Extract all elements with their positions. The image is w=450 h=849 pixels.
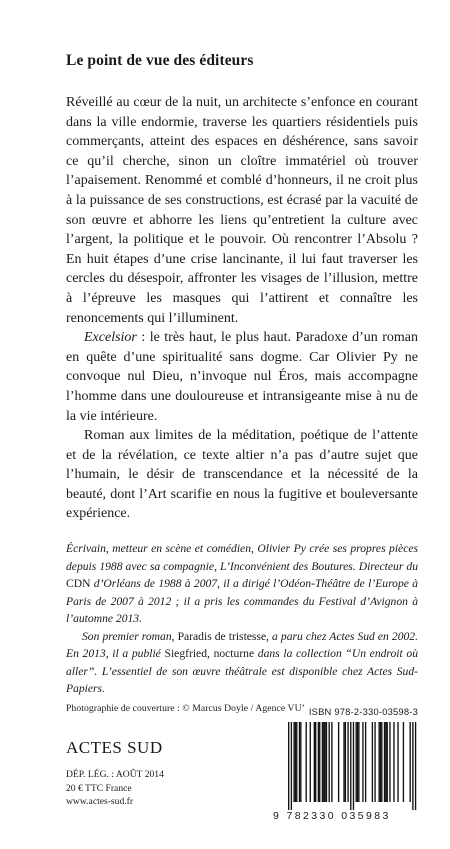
bio-cdn: CDN: [66, 577, 91, 590]
bio-text: Écrivain, metteur en scène et comédien, Olivier Py crée ses propres pièces depuis 1988 avec sa compagnie, L’Inconvénient des Boutures. Directeur du: [66, 542, 418, 573]
price: 20 € TTC France: [66, 782, 132, 794]
barcode-bar: [318, 722, 319, 802]
barcode-bars: [280, 722, 420, 810]
barcode-bar: [293, 722, 294, 802]
barcode-bar: [403, 722, 404, 802]
barcode-bar: [296, 722, 297, 802]
barcode-bar: [357, 722, 358, 802]
photo-credit: Photographie de couverture : © Marcus Doyle / Agence VU’: [66, 703, 305, 714]
barcode-bar: [291, 722, 292, 810]
barcode-bar: [415, 722, 416, 810]
barcode-bar: [397, 722, 398, 802]
website: www.actes-sud.fr: [66, 796, 134, 807]
barcode-bar: [389, 722, 390, 802]
bio-text: Son premier roman,: [82, 629, 178, 643]
barcode-bar: [331, 722, 332, 802]
barcode: [280, 722, 420, 818]
author-bio: [66, 540, 418, 698]
barcode-bar: [324, 722, 325, 802]
legal-info: [66, 768, 164, 809]
barcode-bar: [306, 722, 307, 802]
blurb-paragraph-3: Roman aux limites de la méditation, poétique de l’attente et de la révélation, ce texte altier n’a pas d’autre sujet que l’humain, le désir de transcendance et la nécessité de la beauté, dont l’Art scarifie en nous la fugitive et bouleversante expérience.: [66, 428, 418, 522]
blurb-paragraph-2: [66, 328, 418, 426]
bio-text: , a paru chez Actes Sud en 2002. En 2013, il a publié: [66, 629, 418, 660]
blurb-paragraph-2-text: : le très haut, le plus haut. Paradoxe d’un roman en quête d’une spiritualité sans dogme. Car Olivier Py ne convoque nul Dieu, n’invoque nul Éros, mais accompagne l’homme dans une douloureuse et intransigeante mise à nu de la vie intérieure.: [66, 330, 418, 424]
barcode-bar: [326, 722, 327, 802]
blurb-paragraph-1: Réveillé au cœur de la nuit, un architecte s’enfonce en courant dans la ville endormie, traverse les quartiers résidentiels puis commerçants, atteint des espaces en déshérence, sans savoir ce qu’il cherche, sinon un cloître immatériel où trouver l’apaisement. Renommé et comblé d’honneurs, il ne croit plus à la puissance de ses constructions, est écrasé par la vacuité de son œuvre et abhorre les liens qu’entretient la culture avec l’argent, la politique et le pouvoir. Où rencontrer l’Absolu ? En huit étapes d’une crise lancinante, il lui faut traverser les cercles du désespoir, affronter les visages de l’illusion, mettre à l’épreuve les masques qui l’attirent et connaître les renoncements qui l’illuminent.: [66, 95, 418, 326]
barcode-bar: [384, 722, 385, 802]
bio-book-title: Siegfried: [164, 647, 207, 660]
bio-paragraph-2: [66, 628, 418, 698]
barcode-bar: [387, 722, 388, 802]
barcode-bar: [310, 722, 311, 802]
bio-text: d’Orléans de 1988 à 2007, il a dirigé l’Odéon-Théâtre de l’Europe à Paris de 2007 à 2012 ; il a pris les commandes du Festival d’Avignon à l’automne 2013.: [66, 577, 418, 625]
barcode-bar: [319, 722, 320, 802]
barcode-bar: [323, 722, 324, 802]
barcode-bar: [350, 722, 351, 810]
barcode-bar: [410, 722, 411, 802]
barcode-bar: [372, 722, 373, 802]
isbn-label: ISBN 978-2-330-03598-3: [308, 706, 418, 717]
bio-text: dans la collection “Un endroit où aller”. L’essentiel de son œuvre théâtrale est disponible chez Actes Sud-Papiers.: [66, 647, 418, 695]
barcode-bar: [295, 722, 296, 802]
barcode-bar: [356, 722, 357, 802]
barcode-bar: [345, 722, 346, 802]
barcode-bar: [362, 722, 363, 802]
barcode-bar: [412, 722, 413, 810]
barcode-bar: [347, 722, 348, 802]
barcode-bar: [338, 722, 339, 802]
barcode-bar: [299, 722, 300, 802]
barcode-bar: [393, 722, 394, 802]
barcode-bar: [288, 722, 289, 810]
blurb-book-title: Excelsior: [84, 330, 137, 346]
barcode-bar: [353, 722, 354, 810]
barcode-bar: [374, 722, 375, 802]
bio-text: ,: [207, 647, 214, 660]
barcode-bar: [385, 722, 386, 802]
barcode-bar: [314, 722, 315, 802]
page-title: Le point de vue des éditeurs: [66, 52, 254, 69]
barcode-digits: 9 782330 035983: [273, 810, 391, 822]
bio-book-title: nocturne: [213, 647, 255, 660]
barcode-bar: [329, 722, 330, 802]
publisher-blurb: [66, 93, 418, 524]
publisher-name: ACTES SUD: [66, 738, 163, 757]
bio-paragraph-1: [66, 540, 418, 628]
back-cover: [66, 0, 418, 849]
barcode-bar: [343, 722, 344, 802]
barcode-bar: [380, 722, 381, 802]
bio-book-title: Paradis de tristesse: [177, 629, 267, 643]
barcode-bar: [381, 722, 382, 802]
barcode-bar: [315, 722, 316, 802]
legal-deposit: DÉP. LÉG. : AOÛT 2014: [66, 769, 164, 780]
barcode-bar: [378, 722, 379, 802]
barcode-bar: [365, 722, 366, 802]
barcode-bar: [322, 722, 323, 802]
barcode-bar: [300, 722, 301, 802]
barcode-bar: [358, 722, 359, 802]
